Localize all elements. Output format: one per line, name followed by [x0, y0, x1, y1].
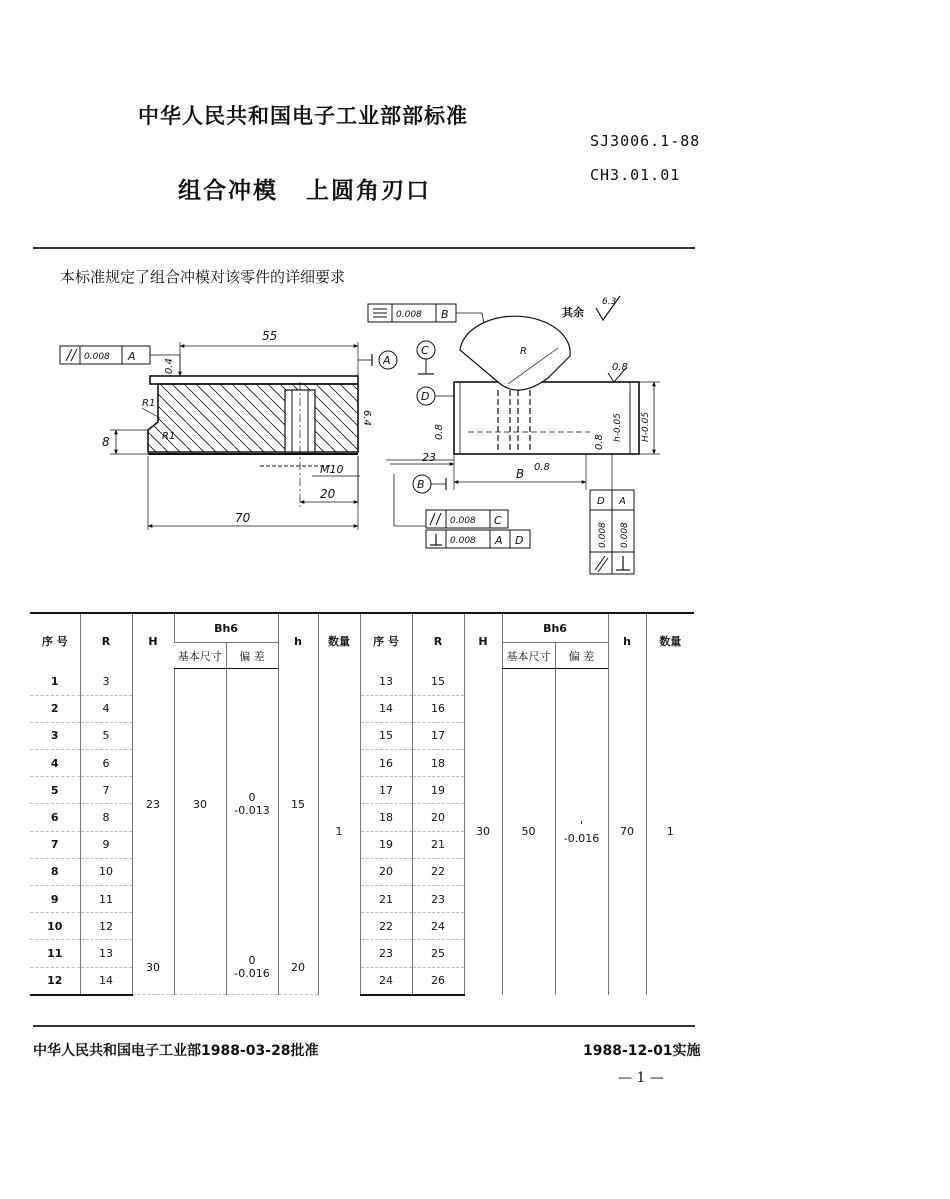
basic-right: 50 — [502, 669, 555, 995]
seq-cell: 11 — [30, 940, 80, 967]
seq-cell: 18 — [360, 804, 412, 831]
dim-8: 8 — [102, 435, 110, 449]
r-cell: 3 — [80, 669, 132, 696]
h-group1: 23 — [132, 669, 174, 940]
r-cell: 8 — [80, 804, 132, 831]
front-section-view — [60, 329, 397, 530]
smallh-right: 70 — [608, 669, 646, 995]
roughness-note: 其余 — [562, 306, 584, 319]
roughness-08-top: 0.8 — [612, 362, 628, 373]
basic-group1: 30 — [174, 669, 226, 940]
datum-a: A — [383, 354, 391, 367]
hdr-h-right: h — [608, 613, 646, 669]
technical-drawing — [30, 290, 700, 590]
seq-cell: 9 — [30, 886, 80, 913]
table-row — [30, 669, 694, 696]
fcf-vert-a: A — [619, 496, 626, 507]
side-body — [454, 382, 639, 454]
dim-h-tol: h-0.05 — [613, 413, 623, 442]
roughness-08-right: 0.8 — [594, 434, 605, 450]
r-cell: 15 — [412, 669, 464, 696]
dim-23: 23 — [422, 451, 436, 464]
hdr-r-right: R — [412, 613, 464, 669]
label-r1-top: R1 — [142, 398, 156, 409]
seq-cell: 5 — [30, 777, 80, 804]
fcf-vert-tol2: 0.008 — [620, 522, 630, 548]
seq-cell: 7 — [30, 831, 80, 858]
qty-right: 1 — [646, 669, 694, 995]
hdr-r-left: R — [80, 613, 132, 669]
seq-cell: 21 — [360, 886, 412, 913]
dev-group1 — [226, 669, 278, 940]
r-cell: 11 — [80, 886, 132, 913]
h-right: 30 — [464, 669, 502, 995]
dev-right — [555, 669, 608, 995]
seq-cell: 12 — [30, 967, 80, 995]
r-cell: 22 — [412, 858, 464, 885]
section-body — [148, 384, 358, 452]
label-radius-r: R — [520, 346, 527, 357]
datum-d: D — [421, 390, 430, 403]
r-cell: 13 — [80, 940, 132, 967]
r-cell: 9 — [80, 831, 132, 858]
r-cell: 5 — [80, 722, 132, 749]
fcf-vert-d: D — [597, 496, 605, 507]
dim-m10: M10 — [320, 463, 344, 476]
r-cell: 21 — [412, 831, 464, 858]
fcf-flatness-tol: 0.008 — [396, 310, 422, 320]
qty-left: 1 — [318, 669, 360, 995]
fcf-vert-tol1: 0.008 — [598, 522, 608, 548]
seq-cell: 20 — [360, 858, 412, 885]
seq-cell: 22 — [360, 913, 412, 940]
r-cell: 26 — [412, 967, 464, 995]
r-cell: 6 — [80, 750, 132, 777]
roughness-08-left: 0.8 — [434, 424, 445, 440]
top-plate — [150, 376, 358, 384]
title-part-a: 组合冲模 — [178, 178, 278, 204]
seq-cell: 23 — [360, 940, 412, 967]
r-cell: 19 — [412, 777, 464, 804]
document-title — [178, 172, 431, 205]
issuing-organization: 中华人民共和国电子工业部部标准 — [138, 104, 468, 128]
hdr-dev-right: 偏 差 — [555, 643, 608, 669]
r-cell: 4 — [80, 695, 132, 722]
hdr-h-left: h — [278, 613, 318, 669]
dev-upper: ' — [579, 818, 584, 832]
seq-cell: 3 — [30, 722, 80, 749]
fcf-lower2-tol: 0.008 — [450, 536, 476, 546]
seq-cell: 8 — [30, 858, 80, 885]
page-number: — 1 — — [618, 1070, 664, 1086]
label-r1-bottom: R1 — [162, 431, 176, 442]
classification-code: CH3.01.01 — [590, 166, 681, 184]
seq-cell: 14 — [360, 695, 412, 722]
dim-20: 20 — [320, 487, 336, 501]
dim-70: 70 — [235, 511, 251, 525]
r-cell: 24 — [412, 913, 464, 940]
roughness-64: 6.4 — [361, 410, 372, 426]
roughness-04: 0.4 — [164, 358, 175, 374]
hdr-basic-left: 基本尺寸 — [174, 643, 226, 669]
smallh-group1: 15 — [278, 669, 318, 940]
basic-group2 — [174, 940, 226, 995]
r-cell: 18 — [412, 750, 464, 777]
r-cell: 16 — [412, 695, 464, 722]
seq-cell: 15 — [360, 722, 412, 749]
hdr-dev-left: 偏 差 — [226, 643, 278, 669]
fcf-lower1-datum: C — [494, 514, 502, 527]
hdr-H-left: H — [132, 613, 174, 669]
dimension-table — [30, 612, 694, 996]
dev-group2 — [226, 940, 278, 995]
fcf-parallel-tol: 0.008 — [84, 352, 110, 362]
roughness-08-bottom: 0.8 — [534, 462, 550, 473]
dim-B: B — [516, 467, 525, 481]
fcf-lower2-datum2: D — [515, 534, 524, 547]
h-group2: 30 — [132, 940, 174, 995]
hdr-seq-right: 序 号 — [360, 613, 412, 669]
dev-lower: -0.016 — [234, 967, 270, 981]
fcf-lower1-tol: 0.008 — [450, 516, 476, 526]
dim-55: 55 — [262, 329, 278, 343]
hdr-bh6-right: Bh6 — [502, 613, 608, 643]
r-cell: 10 — [80, 858, 132, 885]
r-cell: 20 — [412, 804, 464, 831]
seq-cell: 1 — [30, 669, 80, 696]
fcf-lower2-datum1: A — [495, 534, 503, 547]
hdr-qty-left: 数量 — [318, 613, 360, 669]
seq-cell: 24 — [360, 967, 412, 995]
intro-text: 本标准规定了组合冲模对该零件的详细要求 — [60, 268, 346, 286]
seq-cell: 16 — [360, 750, 412, 777]
r-cell: 25 — [412, 940, 464, 967]
hdr-bh6-left: Bh6 — [174, 613, 278, 643]
seq-cell: 19 — [360, 831, 412, 858]
seq-cell: 6 — [30, 804, 80, 831]
header-rule — [33, 247, 695, 249]
r-cell: 7 — [80, 777, 132, 804]
title-part-b: 上圆角刃口 — [306, 178, 431, 204]
dev-upper: 0 — [248, 954, 256, 968]
hdr-qty-right: 数量 — [646, 613, 694, 669]
dev-upper: 0 — [248, 791, 256, 805]
implementation-date: 1988-12-01实施 — [583, 1043, 701, 1059]
dev-lower: -0.013 — [234, 804, 270, 818]
dim-H-tol: H-0.05 — [641, 411, 651, 442]
datum-b: B — [417, 478, 425, 491]
datum-c: C — [421, 344, 429, 357]
side-view — [386, 316, 660, 574]
r-cell: 17 — [412, 722, 464, 749]
seq-cell: 17 — [360, 777, 412, 804]
footer-rule — [33, 1025, 695, 1027]
seq-cell: 13 — [360, 669, 412, 696]
standard-code: SJ3006.1-88 — [590, 132, 701, 150]
dev-lower: -0.016 — [563, 831, 600, 845]
r-cell: 12 — [80, 913, 132, 940]
r-cell: 23 — [412, 886, 464, 913]
seq-cell: 10 — [30, 913, 80, 940]
hdr-seq-left: 序 号 — [30, 613, 80, 669]
hdr-H-right: H — [464, 613, 502, 669]
seq-cell: 4 — [30, 750, 80, 777]
fcf-parallel-datum: A — [128, 350, 136, 363]
smallh-group2: 20 — [278, 940, 318, 995]
seq-cell: 2 — [30, 695, 80, 722]
fcf-flatness-datum: B — [441, 308, 449, 321]
r-cell: 14 — [80, 967, 132, 995]
approval-line: 中华人民共和国电子工业部1988-03-28批准 — [33, 1043, 319, 1059]
hdr-basic-right: 基本尺寸 — [502, 643, 555, 669]
roughness-main: 6.3 — [602, 297, 617, 307]
